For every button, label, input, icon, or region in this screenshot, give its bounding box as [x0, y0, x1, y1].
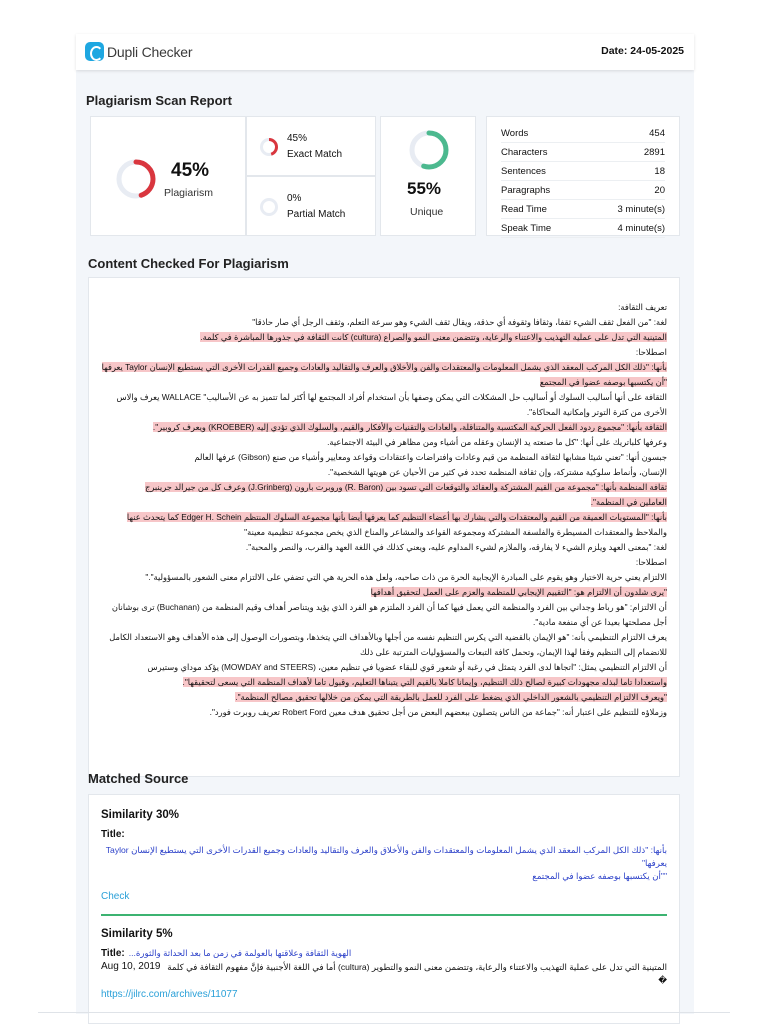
unique-label: Unique: [410, 206, 444, 218]
line-text: جبسون أنها: "تعني شيئا مشابها لثقافة المنظمة من قيم وعادات وافتراضات واعتقادات وقواعد ومعايير وأشياء من صنع (Gibson) عرفها العالم: [194, 452, 667, 462]
stats-label: Paragraphs: [501, 185, 551, 196]
highlighted-line: [101, 330, 667, 345]
highlighted-line: [101, 510, 667, 525]
exact-match-ring: [259, 137, 279, 157]
line-text: "ويعرف الالتزام التنظيمي بالشعور الداخلي الذي يضغط على الفرد للعمل بالطريقة التي يمكن من خلالها تحقيق مصالح المنظمة".: [235, 692, 667, 702]
report-page: [76, 34, 694, 1014]
stats-row-characters: [501, 144, 665, 162]
matched-source-title: Matched Source: [88, 771, 189, 786]
partial-match-card: [246, 176, 376, 236]
stats-label: Characters: [501, 147, 548, 158]
exact-match-card: [246, 116, 376, 176]
content-line: [101, 540, 667, 555]
content-line: [101, 315, 667, 330]
source-1-title-label-text: Title:: [101, 829, 125, 840]
line-text: الثقافة بأنها: "مجموع ردود الفعل الحركية المكتسبة والمتناقلة، والعادات والتقنيات والأفكار والقيم، والسلوك الذي تؤدي إليه (KROEBER) ويعرف كروبير".: [152, 422, 667, 432]
line-text: بأنها: "المستويات العميقة من القيم والمعتقدات والتي يشارك بها أعضاء التنظيم كما يعرفها أيضا بأنها مجموعة السلوك المنتظم Edger H. Schein كما يتحدث عنها: [126, 512, 667, 522]
line-text: أن الالتزام التنظيمي يمثل: "اتجاها لدى الفرد يتمثل في رغبة أو شعور قوي للبقاء عضويا في تنظيم معين، (MOWDAY and STEERS) يؤكد موداي وستيرس: [147, 662, 667, 672]
unique-card: [380, 116, 476, 236]
content-line: [101, 660, 667, 675]
line-text: اصطلاحا:: [635, 347, 667, 357]
highlighted-line: [101, 675, 667, 690]
source-1-title-label: [101, 829, 667, 840]
partial-match-ring: [259, 197, 279, 217]
source-2-date: Aug 10, 2019: [101, 961, 161, 972]
content-line: [101, 300, 667, 315]
stats-label: Speak Time: [501, 223, 552, 234]
source-2-title-label: Title:: [101, 948, 125, 959]
source-2-url-link[interactable]: https://jilrc.com/archives/11077: [101, 989, 238, 1000]
line-text: بأنها: "ذلك الكل المركب المعقد الذي يشمل المعلومات والمعتقدات والفن والأخلاق والعرف والتقاليد والعادات وجميع القدرات الأخرى التي يستطيع الإنسان Taylor يعرفها: [101, 362, 667, 372]
line-text: والملاحظ والمعتقدات المسيطرة والفلسفة المشتركة ومجموعة القواعد والمشاعر والمناخ الذي يخص مجموعة تنظيمية معينة": [244, 527, 667, 537]
stats-row-paragraphs: [501, 182, 665, 200]
content-title: Content Checked For Plagiarism: [88, 256, 289, 271]
content-lines: [101, 300, 667, 720]
line-text: أجل مصلحتها بعيدا عن أي منفعة مادية".: [533, 617, 667, 627]
line-text: للانضمام إلى التنظيم وفقا لهذا الإيمان، وتحمل كافة التبعات والمسؤوليات المترتبة على ذلك: [359, 647, 667, 657]
line-text: "أن يكتسبها بوصفه عضوا في المجتمع: [539, 377, 667, 387]
logo-icon: [85, 42, 104, 61]
line-text: المتينية التي تدل على عملية التهذيب والاعتناء والرعاية، وتتضمن معنى النمو والصراع (cultura) كانت الثقافة في جذورها المباشرة في كلمة.: [200, 332, 667, 342]
highlighted-line: [101, 480, 667, 495]
content-line: [101, 390, 667, 405]
stats-row-sentences: [501, 163, 665, 181]
highlighted-line: [101, 495, 667, 510]
line-text: ثقافة المنظمة بأنها: "مجموعة من القيم المشتركة والعقائد والتوقعات التي تسود بين (R. Baron) وروبرت بارون (J.Grinberg) وعرف كل من جيرالد جرينبرج: [144, 482, 667, 492]
stats-value: 4 minute(s): [617, 223, 665, 234]
plagiarism-card: [90, 116, 246, 236]
highlighted-line: [101, 585, 667, 600]
highlighted-line: [101, 420, 667, 435]
line-text: لغة: "من الفعل ثقف الشيء ثقفا، وثقافا وثقوفة أي حذقة، ويقال ثقف الشيء وهو سرعة التعلم، وثقف الرجل أي صار حاذقا": [252, 317, 667, 327]
line-text: العاملين في المنظمة".: [590, 497, 667, 507]
stats-label: Words: [501, 128, 529, 139]
line-text: لغة: "بمعنى العهد ويلزم الشيء لا يفارقه، والملازم لشيء المداوم عليه، ويعني كذلك في اللغة العهد والقرب، والنصر والمحبة".: [245, 542, 667, 552]
brand-logo: [85, 42, 192, 61]
line-text: الثقافة على أنها أساليب السلوك أو أساليب حل المشكلات التي يمكن وصفها بأن استخدام أفراد المجتمع لها أكثر لما تتميز به عن الأساليب" WALLACE يعرف والاس: [116, 392, 667, 402]
highlighted-line: [101, 360, 667, 375]
content-line: [101, 435, 667, 450]
content-line: [101, 525, 667, 540]
line-text: وعرفها كلباتريك على أنها: "كل ما صنعته يد الإنسان وعقله من أشياء ومن مظاهر في البيئة الاجتماعية.: [327, 437, 667, 447]
source-1-check-link[interactable]: Check: [101, 891, 130, 902]
content-checked-box: [88, 277, 680, 777]
line-text: أن الالتزام: "هو رباط وجداني بين الفرد والمنظمة التي يعمل فيها كما أن الفرد الملتزم هو الفرد الذي يؤيد ويتناصر أهداف وقيم المنظمة من (Buchanan) ترى بوشانان: [111, 602, 667, 612]
stats-value: 454: [649, 128, 665, 139]
header: [76, 34, 694, 70]
stats-value: 2891: [643, 147, 665, 158]
content-line: [101, 465, 667, 480]
stats-value: 3 minute(s): [617, 204, 665, 215]
line-text: يعرف الالتزام التنظيمي بأنه: "هو الإيمان بالقضية التي يكرس التنظيم نفسه من أجلها وبالأهداف التي يتخذها، وبتصورات الوصول إلى هذه الأهداف وهو الاستعداد الكامل: [109, 632, 667, 642]
brand-name: Dupli Checker: [107, 43, 193, 60]
report-date: Date: 24-05-2025: [601, 45, 684, 57]
unique-ring: [408, 129, 450, 171]
line-text: وزملاؤه للتنظيم على اعتبار أنه: "جماعة من الناس يتصلون ببعضهم البعض من أجل تحقيق هدف معين Robert Ford تعريف روبرت فورد".: [209, 707, 667, 717]
source-divider: [101, 914, 667, 916]
source-2-similarity: Similarity 5%: [101, 928, 173, 940]
line-text: واستعدادا تاما لبذله مجهودات كبيرة لصالح ذلك التنظيم، وإيمانا كاملا بالقيم التي يتبناها التعليم، وقبول تاما لأهداف المنظمة التي يسعى لتحقيقها".: [182, 677, 667, 687]
plagiarism-label: Plagiarism: [164, 187, 214, 199]
line-text: الإنسان، وأنماط سلوكية مشتركة، وإن ثقافة المنظمة تحدد في كثير من الأحيان عن هويتها الشخصية".: [327, 467, 667, 477]
stats-row-words: [501, 125, 665, 143]
stats-value: 20: [654, 185, 665, 196]
stats-label: Read Time: [501, 204, 547, 215]
exact-match-percent: 45%: [287, 133, 308, 144]
content-line: [101, 450, 667, 465]
line-text: الالتزام يعني حرية الاختيار وهو يقوم على المبادرة الإيجابية الحرة من ذات صاحبه، ولعل هذه الحرية هي التي تضفي على الالتزام معنى الشعور بالمسؤولية".": [145, 572, 667, 582]
content-line: [101, 615, 667, 630]
highlighted-line: [101, 375, 667, 390]
line-text: الأخرى من كثرة التوتر وإمكانية المحاكاة".: [526, 407, 667, 417]
source-2-title-text[interactable]: الهوية الثقافة وعلاقتها بالعولمة في زمن ما بعد الحداثة والثورة...: [128, 948, 352, 958]
exact-match-label: Exact Match: [287, 149, 343, 160]
report-title: Plagiarism Scan Report: [86, 93, 232, 108]
line-text: اصطلاحا:: [635, 557, 667, 567]
source-1-similarity: Similarity 30%: [101, 809, 179, 821]
content-line: [101, 570, 667, 585]
source-2-text: المتينية التي تدل على عملية التهذيب والاعتناء والرعاية، وتتضمن معنى النمو والتطوير (cultura) أما في اللغة الأجنبية فإنَّ مفهوم الثقافة في كلمة �: [167, 962, 667, 985]
source-2-date-row: [101, 961, 667, 987]
source-1-text-2: ""أن يكتسبها بوصفه عضوا في المجتمع: [532, 871, 667, 881]
stats-row-read-time: [501, 201, 665, 219]
highlighted-line: [101, 690, 667, 705]
line-text: تعريف الثقافة:: [618, 302, 667, 312]
content-line: [101, 345, 667, 360]
content-line: [101, 705, 667, 720]
stats-label: Sentences: [501, 166, 546, 177]
partial-match-percent: 0%: [287, 193, 302, 204]
source-2-title-row: [101, 948, 667, 959]
content-line: [101, 600, 667, 615]
content-line: [101, 555, 667, 570]
plagiarism-ring: [115, 158, 157, 200]
content-line: [101, 645, 667, 660]
plagiarism-percent: 45%: [171, 160, 210, 181]
content-line: [101, 630, 667, 645]
partial-match-label: Partial Match: [287, 209, 346, 220]
content-line: [101, 405, 667, 420]
source-1-text: بأنها: "ذلك الكل المركب المعقد الذي يشمل المعلومات والمعتقدات والفن والأخلاق والعرف والتقاليد والعادات وجميع القدرات الأخرى التي يستطيع الإنسان Taylor يعرفها": [105, 845, 667, 868]
stats-row-speak-time: [501, 220, 665, 238]
stats-card: [486, 116, 680, 236]
stats-value: 18: [654, 166, 665, 177]
matched-source-box: [88, 794, 680, 1024]
footer-divider: [38, 1012, 730, 1013]
unique-percent: 55%: [407, 179, 442, 198]
line-text: "يرى شلدون أن الالتزام هو: "التقييم الإيجابي للمنظمة والعزم على العمل لتحقيق أهدافها: [370, 587, 667, 597]
